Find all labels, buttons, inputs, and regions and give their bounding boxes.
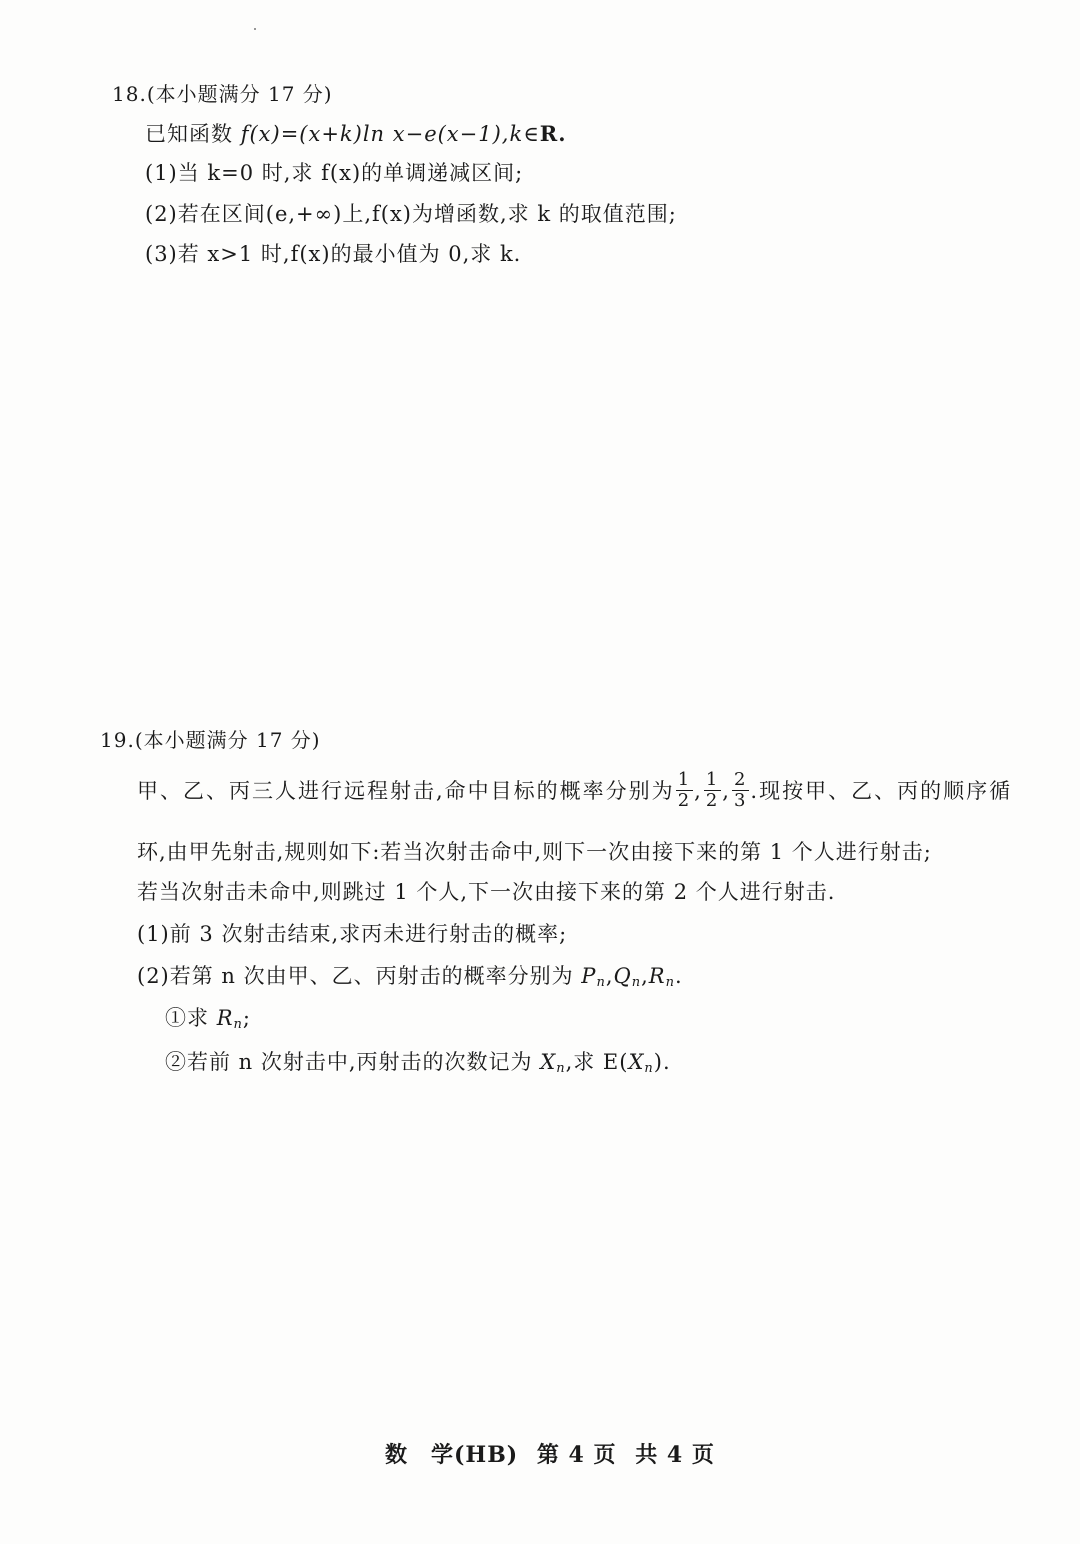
question-18-stem <box>145 118 567 148</box>
stem-text: 甲、乙、丙三人进行远程射击,命中目标的概率分别为 <box>137 779 675 803</box>
question-19-part-1: (1)前 3 次射击结束,求丙未进行射击的概率; <box>137 922 568 946</box>
stem-text: .现按甲、乙、丙的顺序循 <box>750 779 1013 803</box>
question-score: (本小题满分 17 分) <box>146 82 333 106</box>
footer-page-total: 共 4 页 <box>635 1442 715 1468</box>
question-19-part-2: (2)若第 n 次由甲、乙、丙射击的概率分别为 $P_n,Q_n,R_n$. <box>137 964 683 990</box>
var-x: X <box>628 1050 645 1074</box>
footer-subject: 数 学(HB) <box>385 1442 519 1468</box>
question-18-part-1: (1)当 k=0 时,求 f(x)的单调递减区间; <box>145 161 524 185</box>
function-definition: f(x)=(x+k)ln x−e(x−1),k∈ <box>240 122 540 146</box>
question-19-subpart-2: ②若前 n 次射击中,丙射击的次数记为 $X_n$,求 $E(X_n)$. <box>165 1050 671 1076</box>
var-q: Q <box>613 964 632 988</box>
probability-fraction: $\frac{1}{2}$ <box>677 769 692 811</box>
footer-page-number: 第 4 页 <box>536 1442 617 1468</box>
question-18-part-3: (3)若 x>1 时,f(x)的最小值为 0,求 k. <box>145 242 522 266</box>
var-r: R <box>216 1006 234 1030</box>
question-19-stem-line-1: 甲、乙、丙三人进行远程射击,命中目标的概率分别为 $\frac{1}{2}$ , $\frac{1}{2}$ , $\frac{2}{3}$ .现按甲、乙、丙的顺序循 <box>137 769 1013 811</box>
question-19-header <box>100 724 321 753</box>
question-number: 19. <box>100 728 135 752</box>
stem-text: ②若前 n 次射击中,丙射击的次数记为 <box>165 1050 541 1074</box>
stem-text: ①求 <box>165 1006 217 1030</box>
var-r: R <box>648 964 666 988</box>
question-19-subpart-1: ①求 $R_n$; <box>165 1006 251 1032</box>
stem-text: (2)若第 n 次由甲、乙、丙射击的概率分别为 <box>137 964 582 988</box>
question-number: 18. <box>112 82 147 106</box>
var-p: P <box>581 964 597 988</box>
question-19-stem-line-2: 环,由甲先射击,规则如下:若当次射击命中,则下一次由接下来的第 1 个人进行射击; <box>137 840 932 864</box>
probability-fraction: $\frac{2}{3}$ <box>733 769 748 811</box>
probability-fraction: $\frac{1}{2}$ <box>705 769 720 811</box>
question-19-stem-line-3: 若当次射击未命中,则跳过 1 个人,下一次由接下来的第 2 个人进行射击. <box>137 880 836 904</box>
real-set: R. <box>539 121 567 146</box>
question-score: (本小题满分 17 分) <box>134 728 321 752</box>
stem-text: 已知函数 <box>145 122 233 146</box>
question-18-header <box>112 78 333 107</box>
page-footer <box>385 1438 725 1469</box>
question-18-part-2: (2)若在区间(e,+∞)上,f(x)为增函数,求 k 的取值范围; <box>145 202 677 226</box>
var-x: X <box>540 1050 557 1074</box>
scan-speck <box>254 28 256 30</box>
